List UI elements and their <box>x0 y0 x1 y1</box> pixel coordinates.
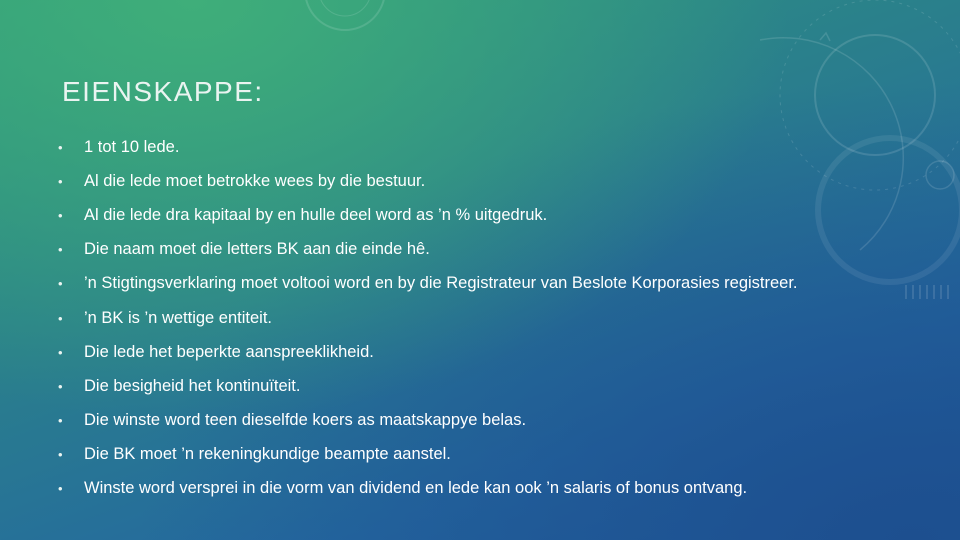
bullet-icon: • <box>58 413 63 429</box>
deco-circle-top <box>305 0 385 30</box>
bullet-item-1 <box>58 130 918 164</box>
bullet-icon: • <box>58 378 63 394</box>
bullet-icon: • <box>58 173 63 189</box>
bullet-text: ’n BK is ’n wettige entiteit. <box>84 308 273 327</box>
bullet-text: Die naam moet die letters BK aan die einde hê. <box>84 240 430 259</box>
bullet-item-6 <box>58 301 918 335</box>
bullet-item-11 <box>58 472 918 506</box>
bullet-icon: • <box>58 242 63 258</box>
bullet-icon: • <box>58 139 63 155</box>
deco-circle-small <box>926 161 954 189</box>
bullet-item-4 <box>58 233 918 267</box>
bullet-item-2 <box>58 164 918 198</box>
bullet-icon: • <box>58 447 63 463</box>
bullet-item-5 <box>58 267 918 301</box>
bullet-text: Die besigheid het kontinuïteit. <box>84 376 301 395</box>
bullet-item-7 <box>58 335 918 369</box>
bullet-icon: • <box>58 310 63 326</box>
bullet-text: Die winste word teen dieselfde koers as maatskappye belas. <box>84 411 527 430</box>
bullet-text: Winste word versprei in die vorm van dividend en lede kan ook ’n salaris of bonus ontvang. <box>84 479 748 498</box>
bullet-list <box>58 130 918 506</box>
bullet-icon: • <box>58 481 63 497</box>
deco-arrow <box>820 33 830 41</box>
bullet-text: 1 tot 10 lede. <box>84 137 180 156</box>
bullet-text: ’n Stigtingsverklaring moet voltooi word en by die Registrateur van Beslote Korporasies registreer. <box>84 274 798 293</box>
slide-title: EIENSKAPPE: <box>62 76 264 107</box>
bullet-text: Al die lede dra kapitaal by en hulle deel word as ’n % uitgedruk. <box>84 205 548 224</box>
bullet-item-3 <box>58 198 918 232</box>
bullet-icon: • <box>58 344 63 360</box>
bullet-text: Die lede het beperkte aanspreeklikheid. <box>84 342 374 361</box>
bullet-icon: • <box>58 207 63 223</box>
bullet-text: Die BK moet ’n rekeningkundige beampte aanstel. <box>84 445 451 464</box>
bullet-icon: • <box>58 276 63 292</box>
bullet-item-8 <box>58 369 918 403</box>
bullet-item-10 <box>58 438 918 472</box>
deco-circle-top-inner <box>319 0 371 16</box>
bullet-item-9 <box>58 404 918 438</box>
bullet-text: Al die lede moet betrokke wees by die bestuur. <box>84 171 426 190</box>
